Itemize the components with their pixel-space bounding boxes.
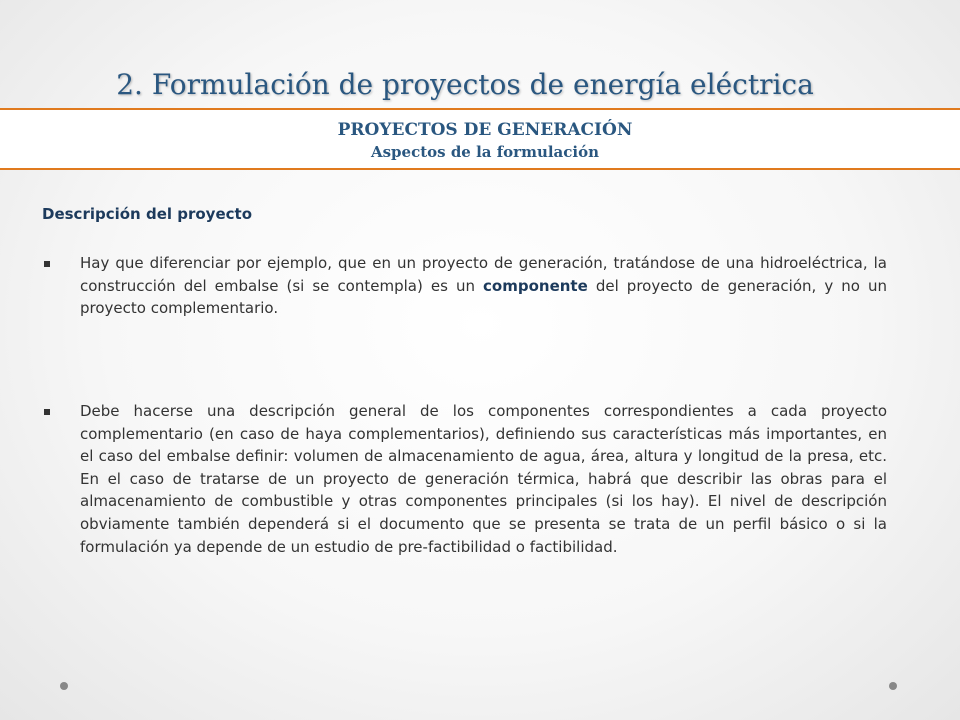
bullet-text-end: del proyecto de generación, y no un proyecto complementario. bbox=[80, 276, 888, 318]
square-bullet-icon bbox=[44, 409, 50, 415]
banner-subtitle: Aspectos de la formulación bbox=[370, 143, 600, 161]
square-bullet-icon bbox=[44, 261, 50, 267]
bullet-text-emphasis: componente bbox=[483, 276, 588, 295]
section-heading: Descripción del proyecto bbox=[42, 205, 252, 223]
section-banner bbox=[0, 108, 960, 170]
bullet-item bbox=[44, 252, 887, 320]
decorative-dot-icon bbox=[889, 682, 897, 690]
bullet-text: Debe hacerse una descripción general de los componentes correspondientes a cada proyecto complementario (en caso de haya complementarios), definiendo sus características más importantes, en el caso del embalse definir: volumen de almacenamiento de agua, área, altura y longitud de la presa, etc. En el caso de tratarse de un proyecto de generación térmica, habrá que describir las obras para el almacenamiento de combustible y otras componentes principales (si los hay). El nivel de descripción obviamente también dependerá si el documento que se presenta se trata de un perfil básico o si la formulación ya depende de un estudio de pre-factibilidad o factibilidad. bbox=[80, 402, 887, 556]
decorative-dot-icon bbox=[60, 682, 68, 690]
bullet-text-start: Hay que diferenciar por ejemplo, que en un proyecto de generación, tratándose de una hidroeléctrica, la construcción del embalse (si se contempla) es un bbox=[80, 254, 887, 295]
banner-title: PROYECTOS DE GENERACIÓN bbox=[337, 120, 633, 140]
bullet-item bbox=[44, 400, 887, 558]
slide-title: 2. Formulación de proyectos de energía eléctrica bbox=[116, 68, 814, 101]
bullet-text bbox=[80, 252, 887, 320]
